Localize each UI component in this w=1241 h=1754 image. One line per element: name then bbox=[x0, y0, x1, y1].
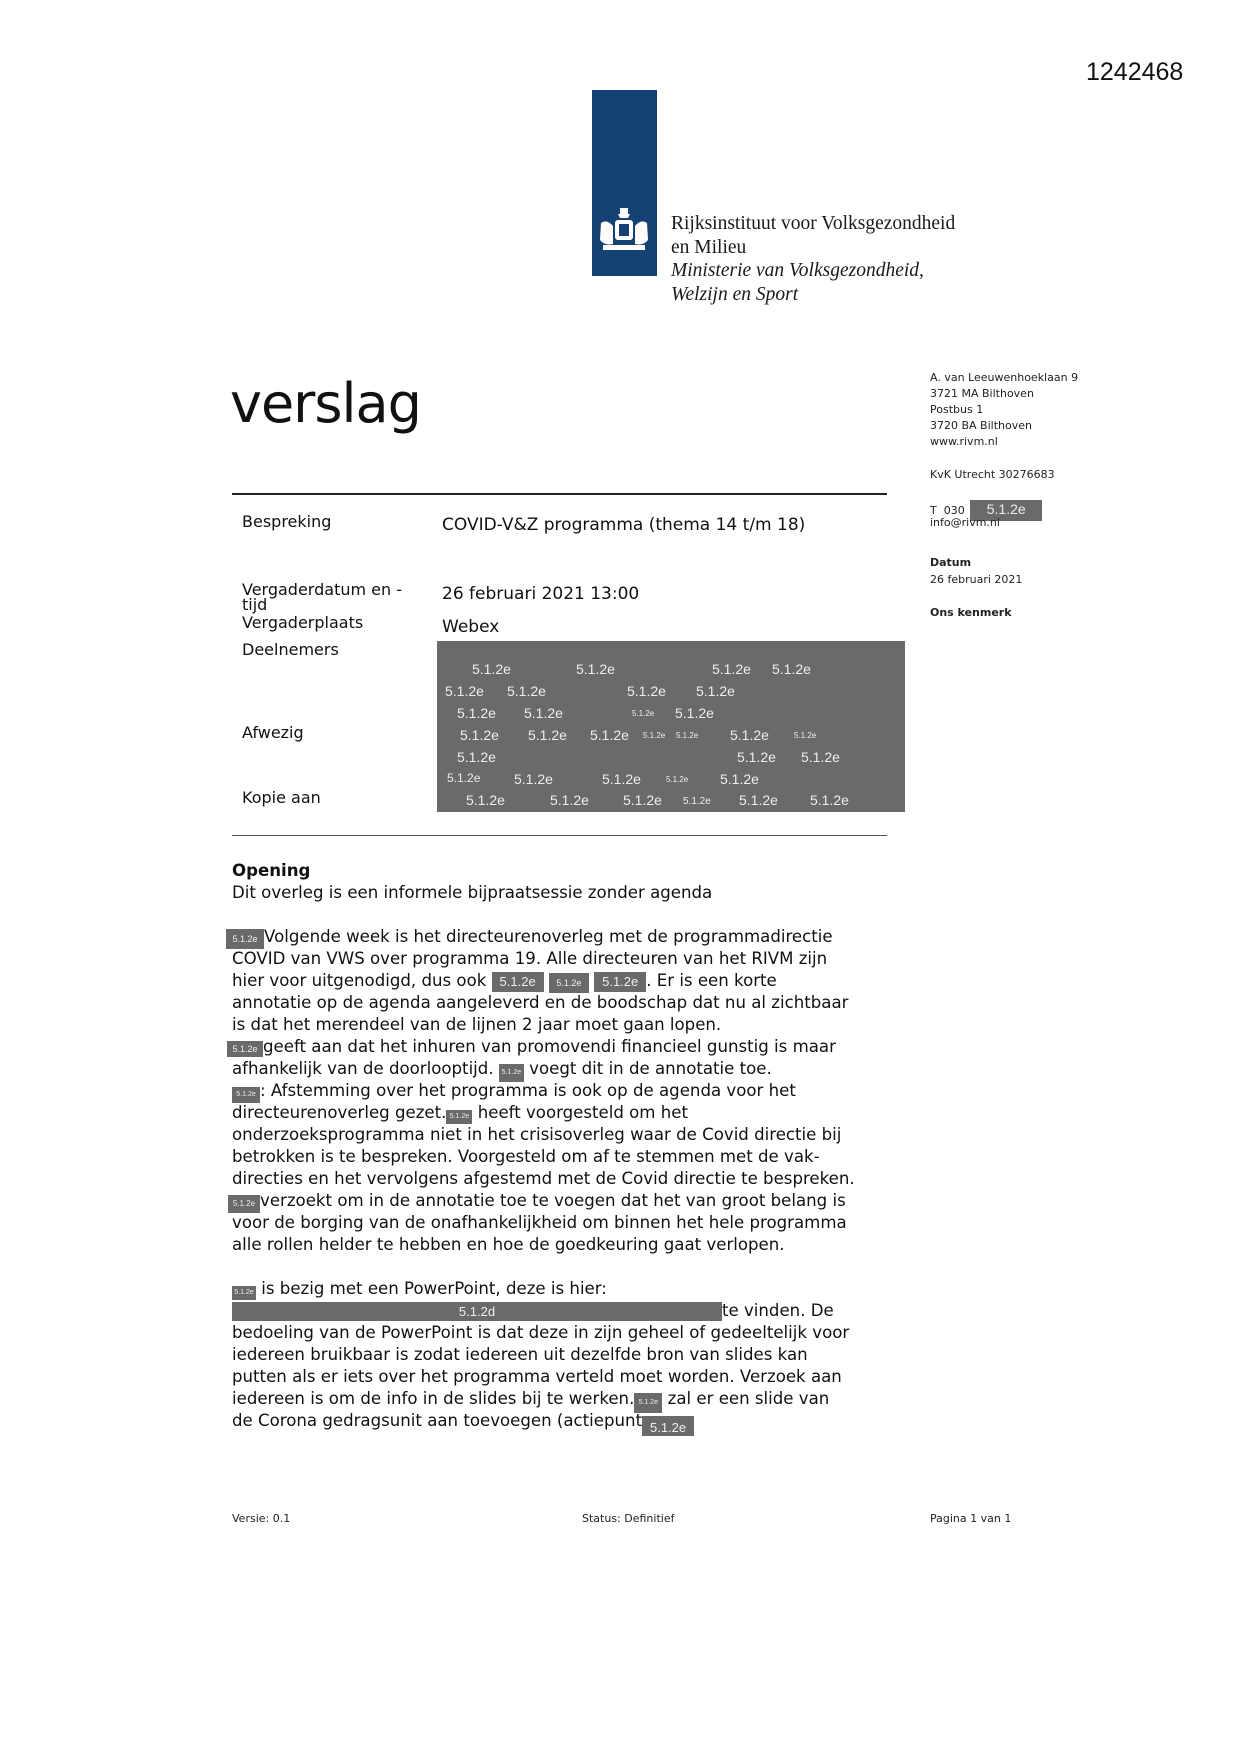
redaction: 5.1.2e bbox=[794, 731, 817, 740]
address-city: 3721 MA Bilthoven bbox=[930, 387, 1034, 400]
redaction: 5.1.2e bbox=[810, 792, 849, 808]
meeting-datetime-value: 26 februari 2021 13:00 bbox=[442, 584, 640, 604]
body-text: bedoeling van de PowerPoint is dat deze in zijn geheel of gedeeltelijk voor bbox=[232, 1323, 850, 1342]
redaction: 5.1.2e bbox=[549, 973, 589, 993]
page-number: Pagina 1 van 1 bbox=[930, 1512, 1012, 1525]
redaction: 5.1.2e bbox=[499, 1064, 524, 1082]
redaction: 5.1.2e bbox=[576, 661, 615, 677]
ministry-line1: Ministerie van Volksgezondheid, bbox=[671, 260, 924, 281]
status-label: Status: Definitief bbox=[582, 1512, 675, 1525]
divider bbox=[232, 493, 887, 495]
minutes-body bbox=[232, 860, 855, 1435]
redaction: 5.1.2e bbox=[227, 1041, 263, 1057]
body-text: te vinden. De bbox=[722, 1301, 834, 1320]
org-name-line2: en Milieu bbox=[671, 237, 747, 258]
meeting-place-label: Vergaderplaats bbox=[242, 613, 364, 632]
redaction: 5.1.2e bbox=[232, 1286, 256, 1300]
redaction: 5.1.2e bbox=[232, 1087, 260, 1103]
redaction: 5.1.2e bbox=[466, 792, 505, 808]
absent-label: Afwezig bbox=[242, 723, 304, 742]
document-number: 1242468 bbox=[1086, 58, 1184, 86]
redaction: 5.1.2e bbox=[801, 749, 840, 765]
body-text: COVID van VWS over programma 19. Alle directeuren van het RIVM zijn bbox=[232, 949, 828, 968]
redaction: 5.1.2e bbox=[675, 705, 714, 721]
redaction: 5.1.2e bbox=[632, 709, 655, 718]
redaction: 5.1.2e bbox=[460, 727, 499, 743]
redaction: 5.1.2e bbox=[602, 771, 641, 787]
address-street: A. van Leeuwenhoeklaan 9 bbox=[930, 371, 1079, 384]
redaction: 5.1.2e bbox=[594, 972, 646, 992]
redaction: 5.1.2e bbox=[627, 683, 666, 699]
redaction: 5.1.2e bbox=[524, 705, 563, 721]
ministry-line2: Welzijn en Sport bbox=[671, 284, 799, 305]
redaction: 5.1.2e bbox=[772, 661, 811, 677]
body-text: is dat het merendeel van de lijnen 2 jaar moet gaan lopen. bbox=[232, 1015, 722, 1034]
org-name-line1: Rijksinstituut voor Volksgezondheid bbox=[671, 213, 956, 234]
body-text: alle rollen helder te hebben en hoe de goedkeuring gaat verlopen. bbox=[232, 1235, 785, 1254]
redaction: 5.1.2e bbox=[683, 796, 711, 807]
body-text: heeft voorgesteld om het bbox=[472, 1103, 688, 1122]
redaction: 5.1.2e bbox=[643, 731, 666, 740]
redaction: 5.1.2e bbox=[457, 705, 496, 721]
meeting-datetime-label-2: tijd bbox=[242, 595, 268, 614]
redacted-participants-block bbox=[437, 641, 905, 812]
redaction: 5.1.2e bbox=[528, 727, 567, 743]
reference-label: Ons kenmerk bbox=[930, 606, 1012, 619]
redaction: 5.1.2e bbox=[507, 683, 546, 699]
redaction: 5.1.2e bbox=[445, 683, 484, 699]
redaction: 5.1.2e bbox=[446, 1110, 472, 1124]
date-label: Datum bbox=[930, 556, 972, 569]
participants-label: Deelnemers bbox=[242, 640, 339, 659]
redaction: 5.1.2e bbox=[676, 731, 699, 740]
body-text: directeurenoverleg gezet. bbox=[232, 1103, 447, 1122]
redaction: 5.1.2e bbox=[514, 771, 553, 787]
section-heading: Opening bbox=[232, 861, 311, 880]
body-text: betrokken is te bespreken. Voorgesteld om af te stemmen met de vak- bbox=[232, 1147, 820, 1166]
redaction: 5.1.2e bbox=[634, 1393, 662, 1413]
copy-to-label: Kopie aan bbox=[242, 788, 321, 807]
redaction: 5.1.2e bbox=[472, 661, 511, 677]
redaction: 5.1.2e bbox=[712, 661, 751, 677]
date-value: 26 februari 2021 bbox=[930, 573, 1023, 586]
redaction: 5.1.2e bbox=[720, 771, 759, 787]
version-label: Versie: 0.1 bbox=[232, 1512, 291, 1525]
redaction: 5.1.2e bbox=[447, 771, 481, 785]
body-text: : Afstemming over het programma is ook op de agenda voor het bbox=[260, 1081, 796, 1100]
phone-prefix: T 030 bbox=[930, 504, 965, 517]
redaction: 5.1.2e bbox=[642, 1416, 694, 1436]
body-text: is bezig met een PowerPoint, deze is hier: bbox=[256, 1279, 607, 1298]
bespreking-value: COVID-V&Z programma (thema 14 t/m 18) bbox=[442, 515, 806, 535]
body-text: afhankelijk van de doorlooptijd. bbox=[232, 1059, 499, 1078]
intro-text: Dit overleg is een informele bijpraatsessie zonder agenda bbox=[232, 883, 713, 902]
body-text: voegt dit in de annotatie toe. bbox=[523, 1059, 772, 1078]
redaction: 5.1.2e bbox=[666, 775, 689, 784]
redacted-link: 5.1.2d bbox=[232, 1302, 722, 1321]
body-text: onderzoeksprogramma niet in het crisisoverleg waar de Covid directie bij bbox=[232, 1125, 842, 1144]
kvk-number: KvK Utrecht 30276683 bbox=[930, 468, 1055, 481]
redaction: 5.1.2e bbox=[737, 749, 776, 765]
redaction: 5.1.2e bbox=[457, 749, 496, 765]
body-text: verzoekt om in de annotatie toe te voegen dat het van groot belang is bbox=[260, 1191, 846, 1210]
body-text: annotatie op de agenda aangeleverd en de boodschap dat nu al zichtbaar bbox=[232, 993, 849, 1012]
body-text: geeft aan dat het inhuren van promovendi financieel gunstig is maar bbox=[263, 1037, 836, 1056]
body-text: putten als er iets over het programma verteld moet worden. Verzoek aan bbox=[232, 1367, 842, 1386]
body-text: de Corona gedragsunit aan toevoegen (actiepunt bbox=[232, 1411, 643, 1430]
body-text: voor de borging van de onafhankelijkheid om binnen het hele programma bbox=[232, 1213, 847, 1232]
redaction: 5.1.2e bbox=[228, 1195, 260, 1213]
body-text: zal er een slide van bbox=[662, 1389, 830, 1408]
redaction: 5.1.2e bbox=[590, 727, 629, 743]
document-type-title: verslag bbox=[230, 372, 421, 435]
body-text: iedereen bruikbaar is zodat iedereen uit dezelfde bron van slides kan bbox=[232, 1345, 808, 1364]
redaction: 5.1.2e bbox=[730, 727, 769, 743]
body-text: iedereen is om de info in de slides bij te werken. bbox=[232, 1389, 635, 1408]
address-postbus: Postbus 1 bbox=[930, 403, 984, 416]
website-link[interactable]: www.rivm.nl bbox=[930, 435, 998, 448]
redaction: 5.1.2e bbox=[739, 792, 778, 808]
divider bbox=[232, 835, 887, 836]
address-postbus-city: 3720 BA Bilthoven bbox=[930, 419, 1032, 432]
redaction: 5.1.2e bbox=[696, 683, 735, 699]
redaction: 5.1.2e bbox=[970, 500, 1042, 521]
body-text: directies en het vervolgens afgestemd met de Covid directie te bespreken. bbox=[232, 1169, 855, 1188]
redaction: 5.1.2e bbox=[492, 972, 544, 992]
body-text: Volgende week is het directeurenoverleg met de programmadirectie bbox=[264, 927, 833, 946]
redaction: 5.1.2e bbox=[623, 792, 662, 808]
email-link[interactable]: info@rivm.nl bbox=[930, 516, 1000, 529]
bespreking-label: Bespreking bbox=[242, 512, 332, 531]
meeting-place-value: Webex bbox=[442, 617, 500, 637]
redaction: 5.1.2e bbox=[226, 929, 264, 949]
meeting-datetime-label: Vergaderdatum en - bbox=[242, 580, 402, 599]
body-text: . Er is een korte bbox=[646, 971, 777, 990]
coat-of-arms-icon bbox=[595, 205, 653, 265]
body-text: hier voor uitgenodigd, dus ook bbox=[232, 971, 492, 990]
redaction: 5.1.2e bbox=[550, 792, 589, 808]
